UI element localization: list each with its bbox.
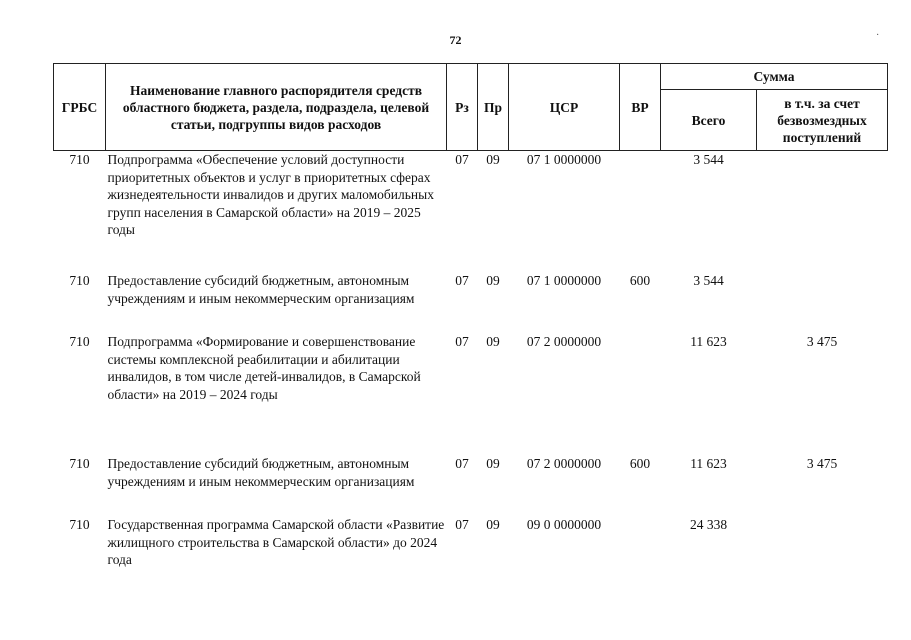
cell-pr: 09 bbox=[486, 456, 500, 471]
table-row bbox=[54, 455, 888, 516]
budget-table bbox=[53, 63, 888, 576]
table-row bbox=[54, 516, 888, 576]
corner-mark: · bbox=[876, 30, 880, 41]
header-csr: ЦСР bbox=[509, 64, 620, 151]
cell-csr: 07 1 0000000 bbox=[526, 152, 602, 167]
header-grbs: ГРБС bbox=[54, 64, 106, 151]
cell-total: 24 338 bbox=[689, 517, 728, 532]
cell-csr: 07 2 0000000 bbox=[526, 334, 602, 349]
header-sum: Сумма bbox=[661, 64, 888, 90]
cell-vr: 600 bbox=[629, 456, 651, 471]
cell-rz: 07 bbox=[455, 152, 469, 167]
cell-name: Государственная программа Самарской области «Развитие жилищного строительства в Самарской области» до 2024 года bbox=[107, 517, 445, 567]
cell-rz: 07 bbox=[455, 334, 469, 349]
cell-rz: 07 bbox=[455, 456, 469, 471]
cell-pr: 09 bbox=[486, 152, 500, 167]
cell-rz: 07 bbox=[455, 273, 469, 288]
cell-csr: 07 2 0000000 bbox=[526, 456, 602, 471]
page-number: 72 bbox=[449, 33, 462, 47]
header-pr: Пр bbox=[478, 64, 509, 151]
cell-csr: 09 0 0000000 bbox=[526, 517, 602, 532]
cell-free: 3 475 bbox=[806, 334, 838, 349]
cell-grbs: 710 bbox=[69, 334, 90, 349]
cell-grbs: 710 bbox=[69, 517, 90, 532]
header-rz: Рз bbox=[447, 64, 478, 151]
cell-rz: 07 bbox=[455, 517, 469, 532]
cell-name: Подпрограмма «Обеспечение условий доступности приоритетных объектов и услуг в приоритетных сферах жизнедеятельности инвалидов и других маломобильных групп населения в Самарской области» на 2019 – 2025 годы bbox=[107, 152, 434, 237]
header-free: в т.ч. за счет безвозмездных поступлений bbox=[757, 90, 888, 151]
cell-free: 3 475 bbox=[806, 456, 838, 471]
table-row bbox=[54, 151, 888, 273]
header-name: Наименование главного распорядителя средств областного бюджета, раздела, подраздела, целевой статьи, подгруппы видов расходов bbox=[106, 64, 447, 151]
table-row bbox=[54, 272, 888, 333]
cell-vr bbox=[620, 151, 661, 273]
cell-csr: 07 1 0000000 bbox=[526, 273, 602, 288]
cell-total: 3 544 bbox=[693, 273, 724, 288]
cell-pr: 09 bbox=[486, 334, 500, 349]
cell-grbs: 710 bbox=[69, 273, 90, 288]
cell-free bbox=[757, 516, 888, 576]
table-row bbox=[54, 333, 888, 455]
cell-total: 11 623 bbox=[690, 456, 727, 471]
header-vr: ВР bbox=[620, 64, 661, 151]
cell-pr: 09 bbox=[486, 517, 500, 532]
cell-grbs: 710 bbox=[69, 152, 90, 167]
header-total: Всего bbox=[661, 90, 757, 151]
cell-grbs: 710 bbox=[69, 456, 90, 471]
cell-total: 3 544 bbox=[693, 152, 724, 167]
cell-vr bbox=[620, 333, 661, 455]
cell-name: Предоставление субсидий бюджетным, автономным учреждениям и иным некоммерческим организациям bbox=[107, 273, 415, 306]
cell-pr: 09 bbox=[486, 273, 500, 288]
cell-free bbox=[757, 151, 888, 273]
cell-vr: 600 bbox=[629, 273, 651, 288]
cell-free bbox=[757, 272, 888, 333]
cell-name: Предоставление субсидий бюджетным, автономным учреждениям и иным некоммерческим организациям bbox=[107, 456, 415, 489]
cell-total: 11 623 bbox=[690, 334, 727, 349]
cell-name: Подпрограмма «Формирование и совершенствование системы комплексной реабилитации и абилитации инвалидов, в том числе детей-инвалидов, в Самарской области» на 2019 – 2024 годы bbox=[107, 334, 421, 402]
cell-vr bbox=[620, 516, 661, 576]
